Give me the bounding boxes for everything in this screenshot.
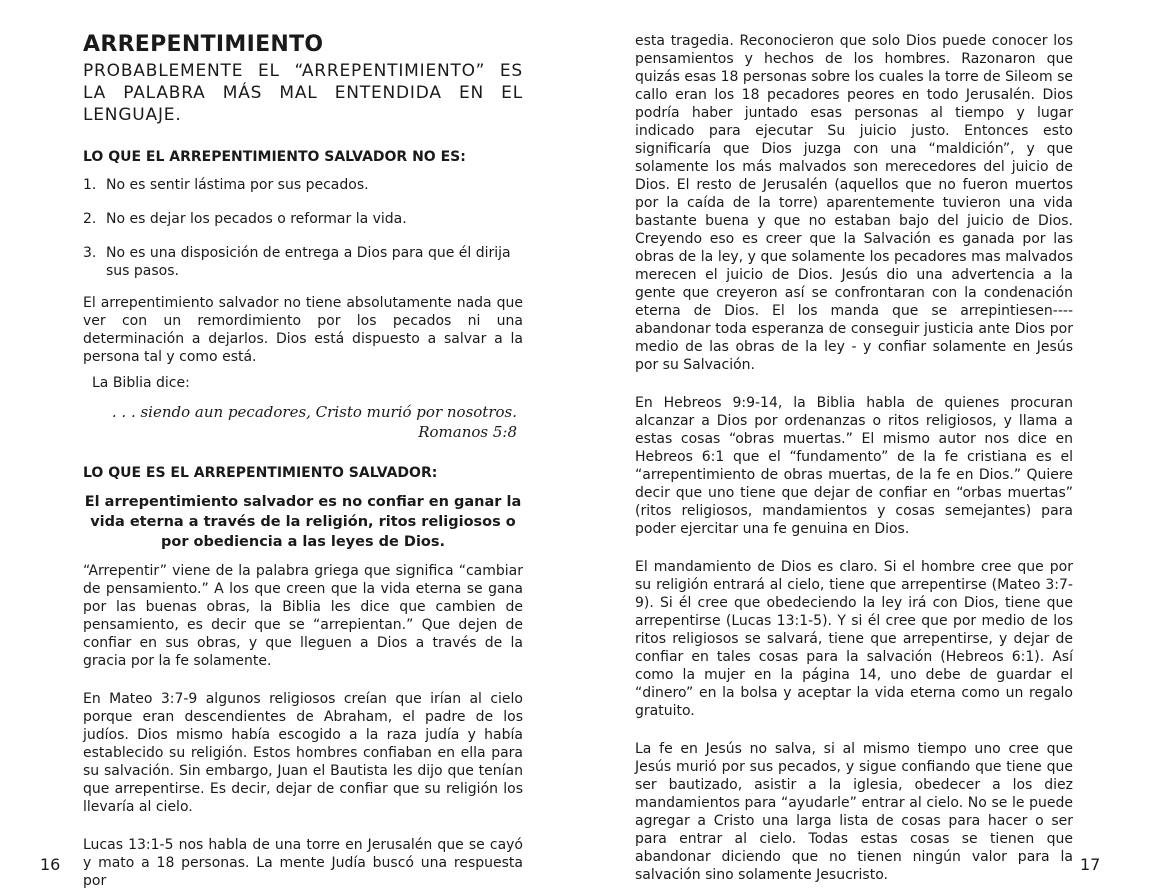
left-page <box>83 0 523 890</box>
right-page <box>635 0 1073 884</box>
page-number-left: 16 <box>40 855 61 874</box>
page-title: ARREPENTIMIENTO <box>83 32 324 57</box>
list-number: 3. <box>83 245 97 261</box>
section-heading-no-es: LO QUE EL ARREPENTIMIENTO SALVADOR NO ES: <box>83 149 466 165</box>
list-text: No es una disposición de entrega a Dios para que él dirija sus pasos. <box>106 245 511 279</box>
page-subtitle: PROBABLEMENTE EL “ARREPENTIMIENTO” ES LA PALABRA MÁS MAL ENTENDIDA EN EL LENGUAJE. <box>83 61 523 125</box>
negation-list <box>83 176 523 280</box>
page-number-right: 17 <box>1080 855 1101 874</box>
paragraph: “Arrepentir” viene de la palabra griega que significa “cambiar de pensamiento.” A los que creen que la vida eterna se gana por las buenas obras, la Biblia les dice que cambien de pensamiento, es decir que se “arrepientan.” Que dejen de confiar en sus obras, y que lleguen a Dios a través de la gracia por la fe solamente. <box>83 563 523 669</box>
paragraph: El mandamiento de Dios es claro. Si el hombre cree que por su religión entrará al cielo, tiene que arrepentirse (Mateo 3:7-9). Si él cree que obedeciendo la ley irá con Dios, tiene que arrepentirse (Lucas 13:1-5). Y si él cree que por medio de los ritos religiosos se salvará, tiene que arrepentirse, y dejar de confiar en tales cosas para la salvación (Hebreos 6:1). Así como la mujer en la página 14, uno debe de guardar el “dinero” en la bolsa y aceptar la vida eterna como un regalo gratuito. <box>635 559 1073 719</box>
list-item <box>83 210 523 228</box>
list-number: 1. <box>83 177 97 193</box>
paragraph: En Hebreos 9:9-14, la Biblia habla de quienes procuran alcanzar a Dios por ordenanzas o ritos religiosos, y llama a estas cosas “obras muertas.” El mismo autor nos dice en Hebreos 6:1 que el “fundamento” de la fe cristiana es el “arrepentimiento de obras muertas, de la fe en Dios.” Quiere decir que uno tiene que dejar de confiar en “orbas muertas” (ritos religiosos, mandamientos y cosas semejantes) para poder ejercitar una fe genuina en Dios. <box>635 395 1073 537</box>
list-text: No es dejar los pecados o reformar la vida. <box>106 211 407 227</box>
list-number: 2. <box>83 211 97 227</box>
list-item <box>83 244 523 280</box>
verse-text: . . . siendo aun pecadores, Cristo murió por nosotros. <box>111 403 517 421</box>
biblia-dice-label: La Biblia dice: <box>92 375 190 391</box>
paragraph: Lucas 13:1-5 nos habla de una torre en Jerusalén que se cayó y mato a 18 personas. La mente Judía buscó una respuesta por <box>83 837 523 889</box>
list-item <box>83 176 523 194</box>
bible-verse <box>83 402 523 442</box>
paragraph: El arrepentimiento salvador no tiene absolutamente nada que ver con un remordimiento por los pecados ni una determinación a dejarlos. Dios está dispuesto a salvar a la persona tal y como está. <box>83 295 523 365</box>
section-heading-es: LO QUE ES EL ARREPENTIMIENTO SALVADOR: <box>83 465 438 481</box>
verse-reference: Romanos 5:8 <box>418 423 517 441</box>
list-text: No es sentir lástima por sus pecados. <box>106 177 369 193</box>
paragraph: La fe en Jesús no salva, si al mismo tiempo uno cree que Jesús murió por sus pecados, y sigue confiando que tiene que ser bautizado, asistir a la iglesia, obedecer a los diez mandamientos para “ayudarle” entrar al cielo. No se le puede agregar a Cristo una larga lista de cosas para hacer o ser para entrar al cielo. Todas estas cosas se tienen que abandonar diciendo que no tienen ningún valor para la salvación sino solamente Jesucristo. <box>635 741 1073 883</box>
emphasis-statement: El arrepentimiento salvador es no confiar en ganar la vida eterna a través de la religión, ritos religiosos o por obediencia a las leyes de Dios. <box>84 494 522 550</box>
paragraph: En Mateo 3:7-9 algunos religiosos creían que irían al cielo porque eran descendientes de Abraham, el padre de los judíos. Dios mismo había escogido a la raza judía y había establecido su religión. Estos hombres confiaban en ella para su salvación. Sin embargo, Juan el Bautista les dijo que tenían que arrepentirse. Es decir, dejar de confiar que su religión los llevaría al cielo. <box>83 691 523 815</box>
paragraph: esta tragedia. Reconocieron que solo Dios puede conocer los pensamientos y hechos de los hombres. Razonaron que quizás esas 18 personas sobre los cuales la torre de Sileom se callo eran los 18 pecadores peores en todo Jerusalén. Dios podría haber juntado esas personas al tiempo y lugar indicado para ejecutar Su juicio justo. Entonces esto significaría que Dios juzga con una “maldición”, y que solamente los más malvados son merecedores del juicio de Dios. El resto de Jerusalén (aquellos que no fueron muertos por la caída de la torre) aparentemente tuvieron una vida bastante buena y que no estaban bajo del juicio de Dios. Creyendo eso es creer que la Salvación es ganada por las obras de la ley, y que solamente los pecadores mas malvados merecen el juicio de Dios. Jesús dio una advertencia a la gente que creyeron así se confrontaran con la condenación eterna de Dios. El los manda que se arrepintiesen---- abandonar toda esperanza de conseguir justicia ante Dios por medio de las obras de la ley - y confiar solamente en Jesús por su Salvación. <box>635 33 1073 373</box>
